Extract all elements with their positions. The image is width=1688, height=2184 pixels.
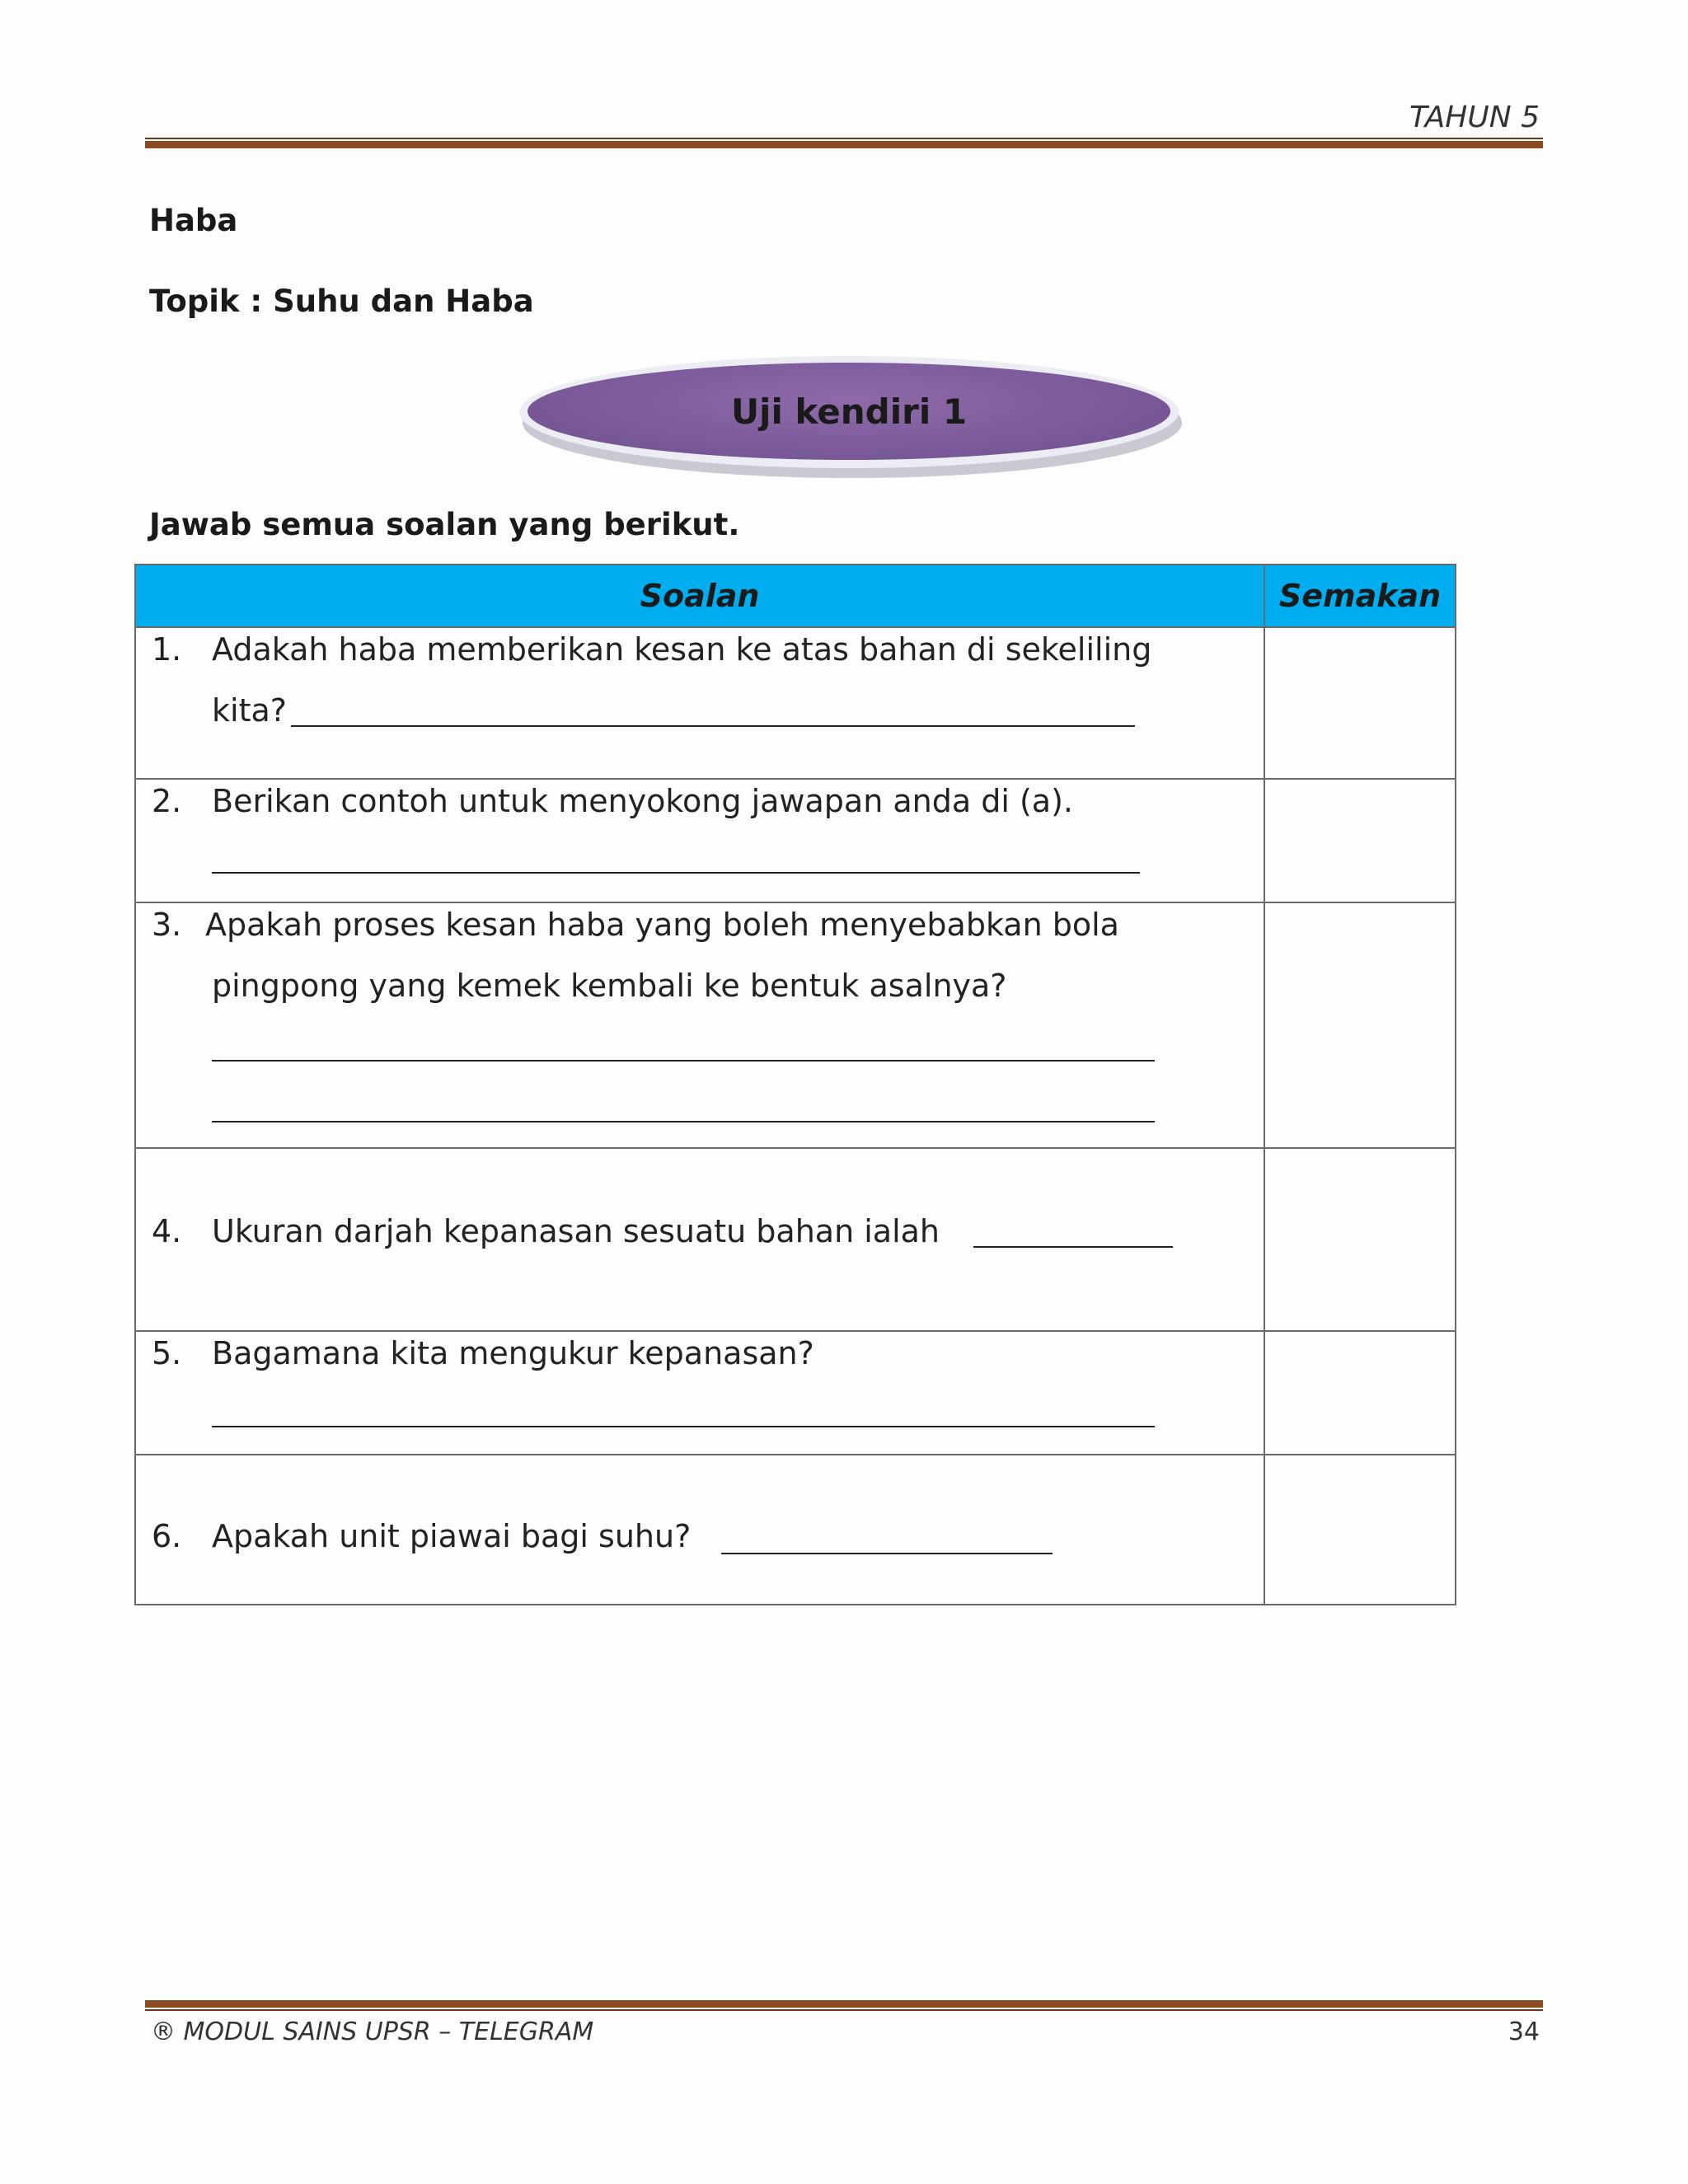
question-text: Apakah proses kesan haba yang boleh menyebabkan bola [205,907,1119,943]
page-number: 34 [1507,2018,1540,2046]
table-row [135,902,1456,1148]
footer-text: ® MODUL SAINS UPSR – TELEGRAM [151,2018,594,2046]
table-header-row [135,565,1456,627]
check-cell[interactable] [1264,779,1456,902]
check-cell[interactable] [1264,1148,1456,1331]
instruction: Jawab semua soalan yang berikut. [149,507,740,542]
page-title: Haba [149,203,238,238]
question-number: 1. [152,631,182,668]
answer-line[interactable] [721,1553,1053,1554]
column-header-question: Soalan [135,565,1264,627]
column-header-check: Semakan [1264,565,1456,627]
table-row [135,779,1456,902]
question-cell [135,902,1264,1148]
table-row [135,1455,1456,1605]
question-number: 4. [152,1213,182,1249]
question-cell [135,627,1264,779]
answer-line[interactable] [291,725,1135,727]
badge [519,353,1179,485]
question-cell [135,1331,1264,1455]
table-row [135,627,1456,779]
header-rule-thin [145,138,1543,139]
check-cell[interactable] [1264,902,1456,1148]
answer-line[interactable] [212,1426,1155,1427]
answer-line[interactable] [212,872,1140,874]
question-text: Ukuran darjah kepanasan sesuatu bahan ialah [212,1213,940,1249]
question-text: Adakah haba memberikan kesan ke atas bahan di sekeliling [212,631,1152,668]
table-row [135,1148,1456,1331]
question-number: 3. [152,907,182,943]
check-cell[interactable] [1264,1331,1456,1455]
badge-label: Uji kendiri 1 [528,363,1170,460]
footer-rule-thin [145,2009,1543,2011]
table-row [135,1331,1456,1455]
question-text: Apakah unit piawai bagi suhu? [212,1518,692,1554]
question-number: 6. [152,1518,182,1554]
question-number: 5. [152,1335,182,1371]
header-grade: TAHUN 5 [1409,101,1540,134]
question-cell [135,779,1264,902]
question-number: 2. [152,783,182,819]
question-cell [135,1148,1264,1331]
footer-rule [145,2000,1543,2008]
question-text: Bagamana kita mengukur kepanasan? [212,1335,814,1371]
check-cell[interactable] [1264,627,1456,779]
question-text-cont: kita? [212,692,287,729]
answer-line[interactable] [212,1060,1155,1062]
header-rule [145,141,1543,148]
answer-line[interactable] [973,1246,1173,1248]
question-text: Berikan contoh untuk menyokong jawapan anda di (a). [212,783,1073,819]
topic-heading: Topik : Suhu dan Haba [149,284,534,319]
answer-line[interactable] [212,1121,1155,1122]
question-text-cont: pingpong yang kemek kembali ke bentuk asalnya? [212,968,1007,1004]
question-table [134,564,1456,1605]
question-cell [135,1455,1264,1605]
check-cell[interactable] [1264,1455,1456,1605]
